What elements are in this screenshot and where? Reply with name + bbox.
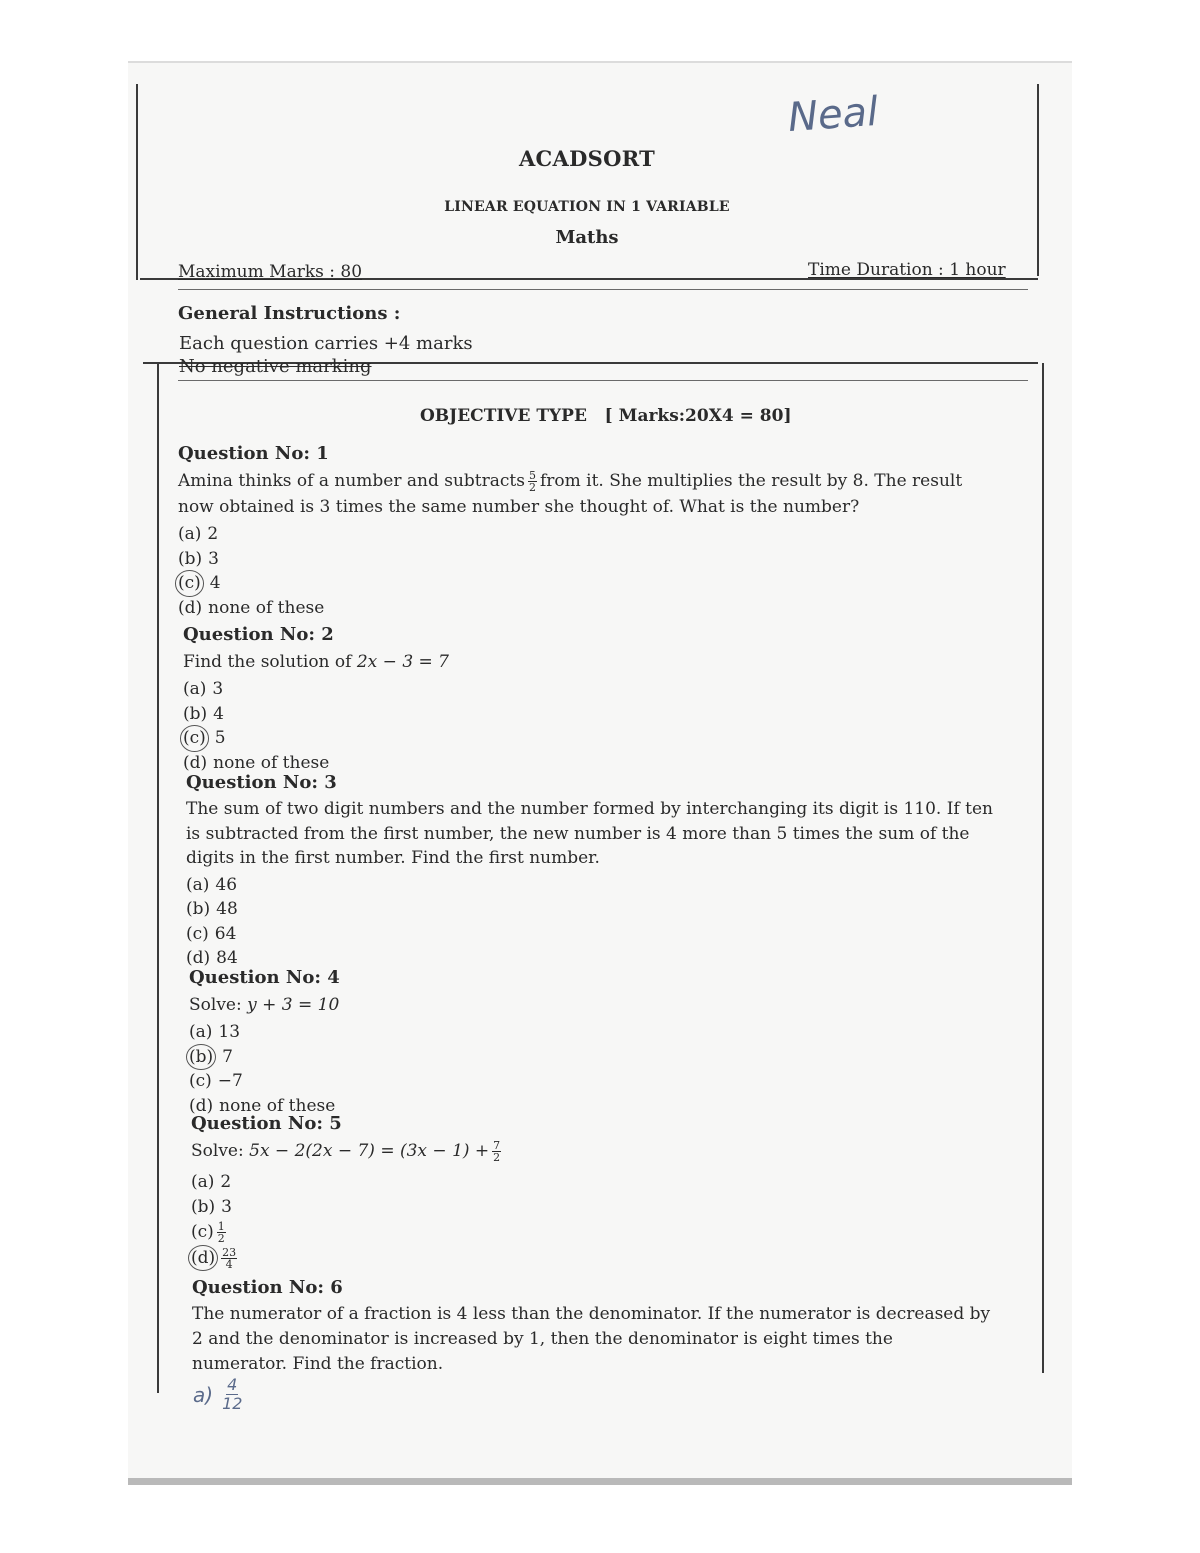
option-a[interactable] <box>178 522 978 547</box>
option-value: none of these <box>208 597 325 618</box>
maximum-marks: Maximum Marks : 80 <box>178 262 363 282</box>
selected-option-circle: (b) <box>186 1044 216 1071</box>
option-b[interactable] <box>183 702 983 727</box>
option-label: (d) <box>189 1095 214 1116</box>
header-right-border <box>1037 84 1039 276</box>
option-label: (a) <box>178 524 202 544</box>
instruction-line: No negative marking <box>179 356 372 377</box>
equation: 5x − 2(2x − 7) = (3x − 1) + <box>249 1141 490 1161</box>
question-heading: Question No: 3 <box>186 772 337 793</box>
option-label: (c) <box>189 1071 212 1091</box>
selected-option-circle: (c) <box>180 725 209 752</box>
question-text-part: from it. She multiplies the result by 8. The result now obtained is 3 times the same number she thought of. What is the number? <box>178 471 963 517</box>
option-b[interactable] <box>186 897 1001 922</box>
question-text-part: Amina thinks of a number and subtracts <box>178 471 525 491</box>
option-value: none of these <box>213 752 330 773</box>
fraction-numerator: 7 <box>493 1139 501 1152</box>
fraction-numerator: 4 <box>227 1375 238 1394</box>
question-heading: Question No: 4 <box>189 967 340 988</box>
option-label: (b) <box>186 899 211 919</box>
fraction-denominator: 2 <box>493 1151 501 1164</box>
question-text <box>178 468 978 520</box>
paper-top-edge <box>128 61 1072 63</box>
option-label: (a) <box>191 1172 215 1192</box>
fraction-numerator: 1 <box>217 1219 225 1233</box>
question-text: The numerator of a fraction is 4 less than the denominator. If the numerator is decreased by 2 and the denominator is increased by 1, then the denominator is eight times the numerator. Find the fraction. <box>192 1304 991 1374</box>
fraction-denominator: 4 <box>225 1257 233 1271</box>
question-text <box>183 649 983 675</box>
fraction-numerator: 5 <box>528 469 536 482</box>
question-6 <box>192 1277 992 1379</box>
option-b-selected[interactable] <box>189 1045 989 1070</box>
option-c[interactable] <box>186 922 1001 947</box>
section-marks: [ Marks:20X4 = 80] <box>604 406 792 426</box>
handwritten-fraction <box>221 1376 243 1413</box>
option-d-selected[interactable] <box>191 1245 991 1271</box>
equation: 2x − 3 = 7 <box>356 652 449 672</box>
option-d[interactable] <box>178 596 978 621</box>
option-b[interactable] <box>178 547 978 572</box>
body-right-border <box>1042 363 1044 1373</box>
option-value: 2 <box>207 524 219 544</box>
question-4 <box>189 967 989 1118</box>
option-fraction <box>217 1221 226 1244</box>
option-value: 3 <box>221 1196 232 1217</box>
option-value: 4 <box>213 703 224 724</box>
subject-title: Maths <box>555 227 619 248</box>
option-value: 4 <box>209 573 221 593</box>
option-label: (d) <box>183 752 208 773</box>
instructions-heading: General Instructions : <box>178 303 401 324</box>
question-text-part: Find the solution of <box>183 652 352 672</box>
option-label: (b) <box>178 548 203 569</box>
option-label: (c) <box>186 923 209 944</box>
question-heading: Question No: 1 <box>178 443 329 464</box>
option-value: 7 <box>222 1046 233 1067</box>
section-title <box>420 406 792 426</box>
question-1 <box>178 443 978 620</box>
option-value: 5 <box>214 728 226 748</box>
question-text-part: Solve: <box>191 1141 244 1161</box>
instruction-line: Each question carries +4 marks <box>179 333 473 354</box>
option-value: 3 <box>212 679 224 699</box>
equation: y + 3 = 10 <box>247 995 340 1015</box>
option-value: 2 <box>220 1172 232 1192</box>
option-value: 46 <box>215 874 238 895</box>
fraction <box>492 1140 501 1163</box>
option-c-selected[interactable] <box>183 726 983 751</box>
question-text <box>191 1138 991 1164</box>
question-text <box>189 992 989 1018</box>
option-label: (d) <box>186 948 211 968</box>
selected-option-circle: (c) <box>175 570 204 597</box>
question-heading: Question No: 2 <box>183 624 334 645</box>
brand-title: ACADSORT <box>518 146 656 171</box>
header-sub-rule <box>178 289 1028 290</box>
option-b[interactable] <box>191 1195 991 1220</box>
option-value: 3 <box>208 548 219 569</box>
handwritten-answer <box>193 1376 246 1413</box>
option-fraction <box>221 1247 237 1270</box>
question-3 <box>186 772 1001 971</box>
option-a[interactable] <box>191 1170 991 1195</box>
option-c[interactable] <box>189 1069 989 1094</box>
section-type: OBJECTIVE TYPE <box>420 406 587 426</box>
question-5 <box>191 1113 991 1271</box>
time-duration: Time Duration : 1 hour <box>808 260 1006 280</box>
option-value: 84 <box>216 948 238 968</box>
question-2 <box>183 624 983 775</box>
option-c-selected[interactable] <box>178 571 978 596</box>
chapter-title: LINEAR EQUATION IN 1 VARIABLE <box>444 199 730 215</box>
option-value: none of these <box>219 1095 336 1116</box>
option-label: (a) <box>189 1022 213 1042</box>
question-heading: Question No: 6 <box>192 1277 343 1298</box>
option-label: (b) <box>191 1196 216 1217</box>
selected-option-circle: (d) <box>188 1245 218 1272</box>
option-label: (c) <box>191 1221 214 1242</box>
option-label: (a) <box>183 679 207 699</box>
option-value: 48 <box>216 899 238 919</box>
question-heading: Question No: 5 <box>191 1113 342 1134</box>
paper-bottom-edge <box>128 1478 1072 1485</box>
option-value: 13 <box>218 1022 241 1042</box>
body-sub-rule <box>178 380 1028 381</box>
option-label: (b) <box>183 703 208 724</box>
option-value: 64 <box>214 923 237 944</box>
fraction-denominator: 12 <box>222 1394 243 1413</box>
fraction-numerator: 23 <box>222 1245 237 1259</box>
option-a[interactable] <box>186 873 1001 898</box>
handwritten-answer-label: a) <box>193 1382 214 1407</box>
option-a[interactable] <box>189 1020 989 1045</box>
option-label: (a) <box>186 874 210 895</box>
option-label: (d) <box>178 597 203 618</box>
handwritten-name: Neal <box>786 88 880 142</box>
fraction-denominator: 2 <box>217 1231 225 1245</box>
option-a[interactable] <box>183 677 983 702</box>
header-left-border <box>136 84 138 280</box>
option-c[interactable] <box>191 1219 991 1245</box>
question-text-part: Solve: <box>189 995 242 1015</box>
fraction-denominator: 2 <box>528 481 536 494</box>
body-left-border <box>157 363 159 1393</box>
option-value: −7 <box>217 1071 243 1091</box>
fraction <box>528 470 537 493</box>
question-text: The sum of two digit numbers and the number formed by interchanging its digit is 110. If ten is subtracted from the first number, the new number is 4 more than 5 times the sum of the digits in the first number. Find the first number. <box>186 799 993 868</box>
